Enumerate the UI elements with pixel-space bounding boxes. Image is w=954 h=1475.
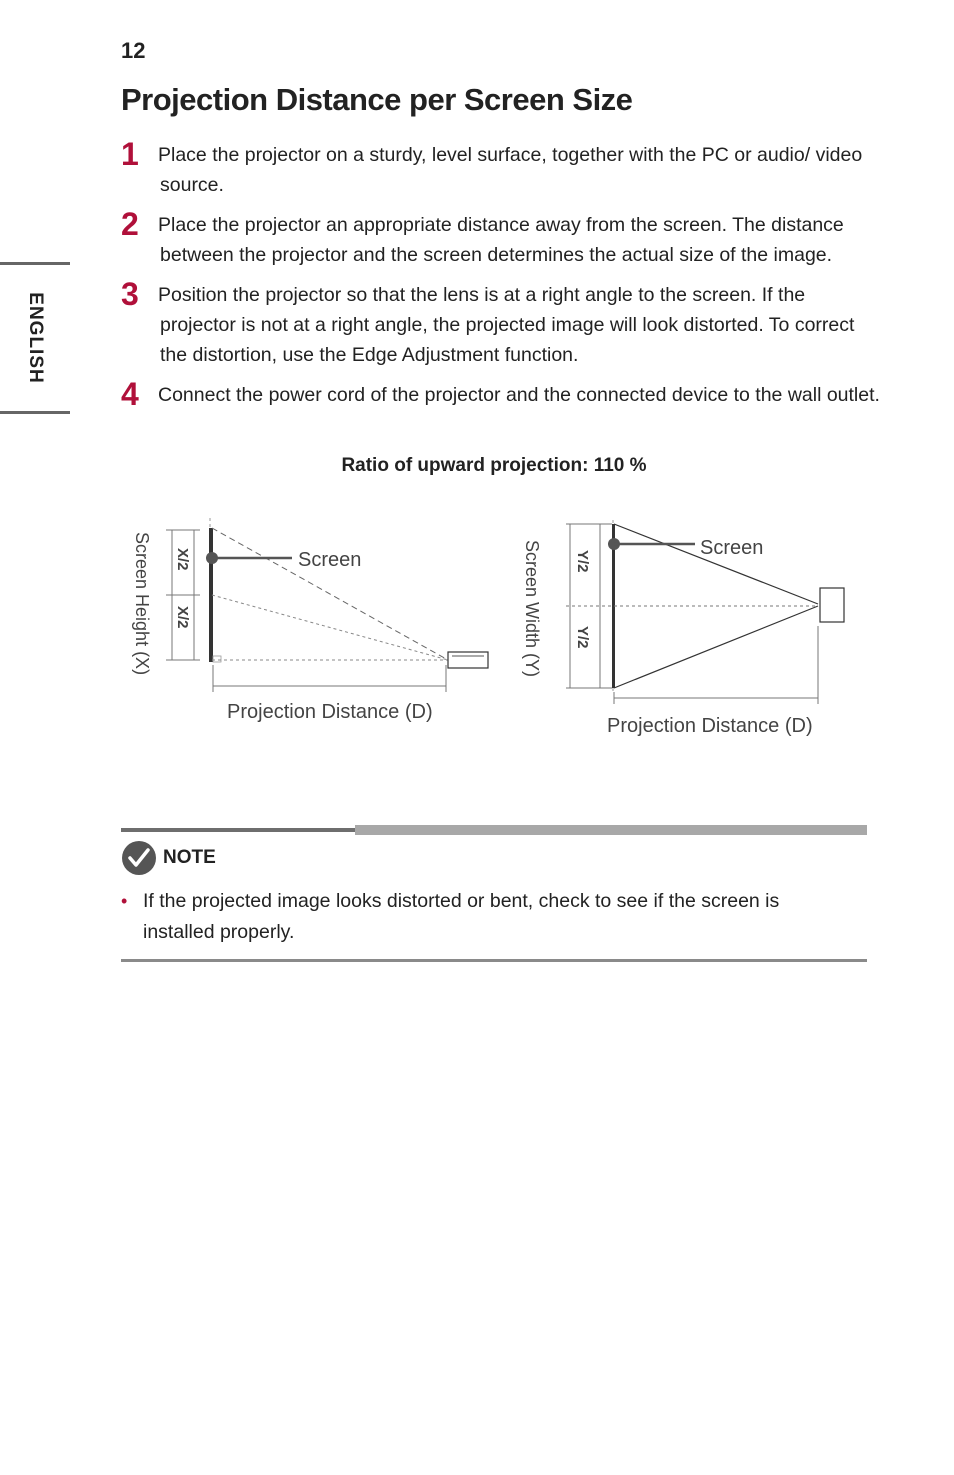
step-text: Connect the power cord of the projector and the connected device to the wall outlet.	[158, 384, 880, 406]
projection-line-top	[212, 528, 448, 660]
note-body	[121, 886, 821, 948]
screen-height-label: Screen Height (X)	[132, 532, 152, 676]
left-half-label-bottom: X/2	[174, 606, 191, 629]
note-bottom-rule	[121, 959, 867, 962]
right-distance-label: Projection Distance (D)	[607, 715, 813, 737]
top-projector	[820, 588, 844, 622]
step-item	[121, 376, 881, 412]
screen-width-label: Screen Width (Y)	[522, 540, 542, 678]
projection-line-mid	[212, 595, 448, 660]
side-view-diagram	[132, 518, 488, 723]
step-number: 4	[121, 376, 139, 412]
note-rule-dark	[121, 828, 355, 832]
top-view-diagram	[522, 520, 844, 737]
note-rule-light	[355, 825, 867, 835]
note-item	[121, 886, 821, 948]
note-label: NOTE	[163, 847, 216, 868]
language-label: ENGLISH	[25, 292, 46, 384]
projection-edge-bottom	[614, 606, 818, 688]
side-tab-bottom-rule	[0, 411, 70, 414]
bullet-icon: •	[121, 891, 128, 911]
side-projector	[448, 652, 488, 668]
step-text: Place the projector on a sturdy, level surface, together with the PC or audio/ video source.	[158, 144, 863, 196]
screen-foot	[213, 656, 221, 662]
step-item	[121, 206, 881, 270]
note-item-text: If the projected image looks distorted or bent, check to see if the screen is installed properly.	[143, 890, 780, 943]
projection-edge-top	[614, 524, 818, 604]
step-number: 3	[121, 276, 139, 312]
checkmark-icon	[121, 840, 157, 876]
projection-diagram	[0, 500, 954, 750]
page-number: 12	[121, 38, 146, 63]
step-text: Place the projector an appropriate distance away from the screen. The distance between the projector and the screen determines the actual size of the image.	[158, 214, 844, 266]
right-half-label-bottom: Y/2	[574, 626, 591, 649]
left-half-label-top: X/2	[174, 548, 191, 571]
side-tab-top-rule	[0, 262, 70, 265]
note-header	[121, 840, 216, 876]
step-number: 1	[121, 136, 139, 172]
step-item	[121, 276, 881, 370]
step-number: 2	[121, 206, 139, 242]
left-screen-label: Screen	[298, 549, 362, 571]
step-item	[121, 136, 881, 200]
left-distance-label: Projection Distance (D)	[227, 701, 433, 723]
step-text: Position the projector so that the lens is at a right angle to the screen. If the projector is not at a right angle, the projected image will look distorted. To correct the distortion, use the Edge Adjustment function.	[158, 284, 855, 366]
right-half-label-top: Y/2	[574, 550, 591, 573]
ratio-caption: Ratio of upward projection: 110 %	[341, 455, 647, 476]
page-title: Projection Distance per Screen Size	[121, 82, 633, 117]
right-screen-label: Screen	[700, 537, 764, 559]
language-side-tab	[0, 262, 70, 414]
steps-list	[121, 136, 881, 420]
